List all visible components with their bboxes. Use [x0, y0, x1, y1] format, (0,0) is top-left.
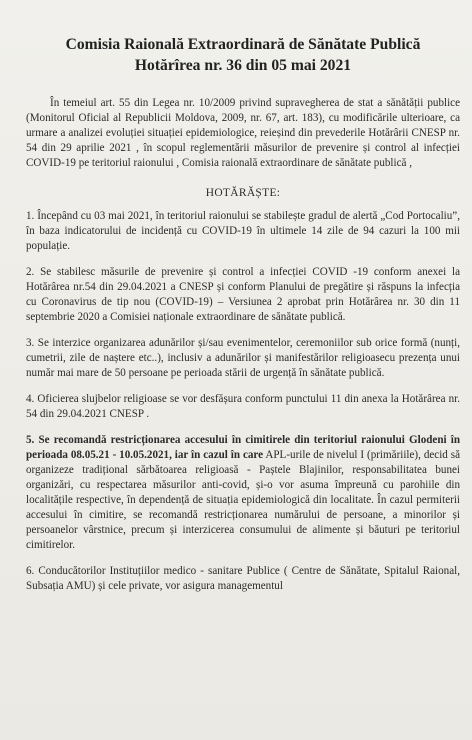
page-bottom-edge	[0, 734, 472, 740]
list-item-5-bold-lead: 5. Se recomandă restricționarea accesului în cimitirele din teritoriul raionului Glodeni în perioada 08.05.21 - 10.05.2021, iar în cazul în care	[26, 434, 460, 461]
title-decision-number: Hotărîrea nr. 36 din 05 mai 2021	[134, 57, 352, 74]
list-item-6: 6. Conducătorilor Instituțiilor medico - sanitare Publice ( Centre de Sănătate, Spitalul Raional, Subsația AMU) și cele private, vor asigura managementul	[26, 565, 460, 592]
list-item-3: 3. Se interzice organizarea adunărilor și/sau evenimentelor, ceremoniilor sub orice formă (nunți, cumetrii, zile de naștere etc..), inclusiv a adunărilor și manifestărilor religioasecu prezența unui număr mai mare de 50 persoane pe perioada stării de urgență în sănătate publică.	[26, 337, 460, 379]
list-item-5	[26, 433, 460, 553]
list-item-4: 4. Oficierea slujbelor religioase se vor desfășura conform punctului 11 din anexa la Hotărârea nr. 54 din 29.04.2021 CNESP .	[26, 393, 460, 420]
list-item-2: 2. Se stabilesc măsurile de prevenire și control a infecției COVID -19 conform anexei la Hotărârea nr.54 din 29.04.2021 a CNESP și conform Planului de pregătire și răspuns la infecția cu Coronavirus de tip nou (COVID-19) – Versiunea 2 aprobat prin Hotărârea nr. 30 din 11 septembrie 2020 a Comisiei naționale extraordinare de sănătate publică.	[26, 266, 460, 323]
title-commission: Comisia Raională Extraordinară de Sănătate Publică	[65, 36, 421, 53]
list-item-5-rest: APL-urile de nivelul I (primăriile), decid să organizeze tradițional sărbătoarea religioasă - Paștele Blajinilor, responsabilitatea bunei organizări, cu respectarea măsurilor anti-covid, și-o vor asuma împreună cu parohiile din localitățile respective, în dependență de situația epidemiologică din localitate. În cazul permiterii accesului în cimitire, se recomandă restricționarea numărului de persoane, a minorilor și persoanelor vârstnice, precum și interzicerea consumului de alimente și băuturi pe teritoriul cimitirelor.	[26, 449, 460, 551]
document-title	[26, 34, 460, 76]
intro-paragraph: În temeiul art. 55 din Legea nr. 10/2009 privind supravegherea de stat a sănătății publice (Monitorul Oficial al Republicii Moldova, 2009, nr. 67, art. 183), cu modificările ulterioare, ca urmare a analizei evoluției situației epidemiologice, reieșind din prevederile Hotărârii CNESP nr. 54 din 29 aprilie 2021 , în scopul reglementării măsurilor de prevenire și control al infecției COVID-19 pe teritoriul raionului , Comisia raională extraordinare de sănătate publică ,	[26, 97, 460, 169]
decision-heading: HOTĂRĂȘTE:	[205, 187, 281, 199]
list-item-1: 1. Începând cu 03 mai 2021, în teritoriul raionului se stabilește gradul de alertă „Cod Portocaliu”, în baza indicatorului de incidență cu COVID-19 în ultimele 14 zile de 94 cazuri la 100 mii populație.	[26, 210, 460, 252]
